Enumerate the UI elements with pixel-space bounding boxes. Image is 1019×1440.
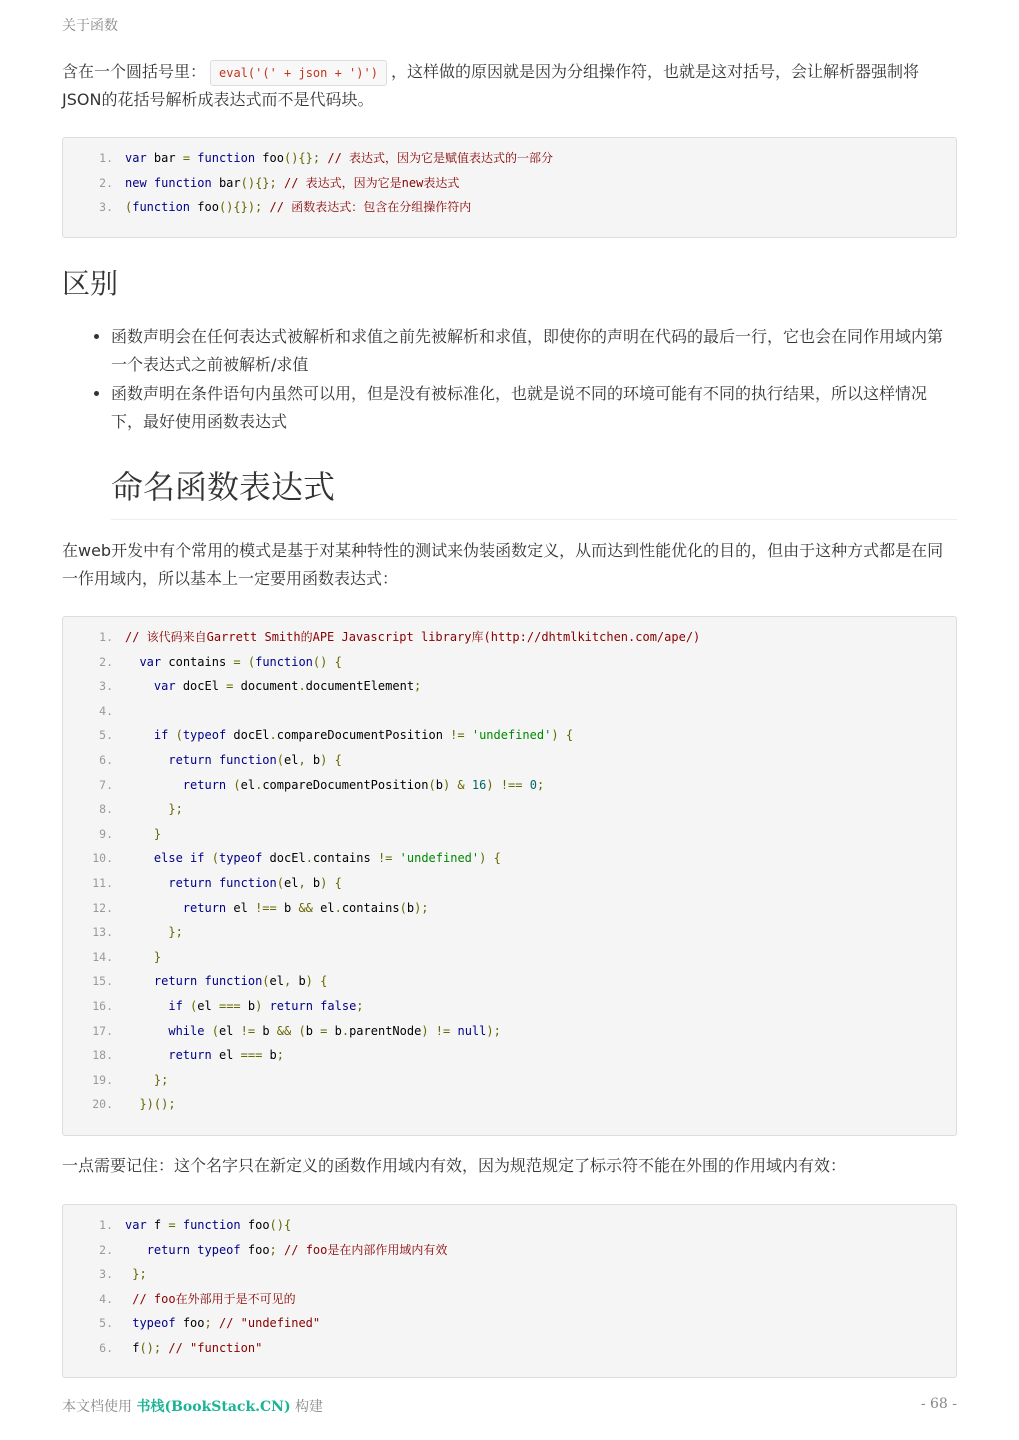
code-token (212, 1316, 219, 1330)
code-token: 16 (471, 777, 487, 792)
code-token: b (305, 1023, 321, 1038)
code-token: docEl (175, 679, 227, 694)
code-token: typeof (218, 851, 263, 866)
code-token: = (182, 151, 191, 165)
code-token: ; (356, 998, 364, 1013)
code-token: return (182, 777, 227, 792)
line-number: 5. (99, 728, 113, 743)
line-number: 4. (99, 1291, 113, 1306)
line-number: 2. (99, 1242, 113, 1257)
code-token: null (457, 1023, 487, 1038)
code-token: contains (161, 654, 234, 669)
code-token (125, 802, 168, 816)
code-token: foo (175, 1316, 205, 1331)
code-token (465, 728, 472, 742)
line-number: 1. (99, 151, 113, 165)
paragraph-scope-note: 一点需要记住：这个名字只在新定义的函数作用域内有效，因为规范规定了标示符不能在外围的作用域内有效： (62, 1156, 847, 1175)
code-token: ( (233, 777, 241, 792)
line-number: 7. (99, 777, 113, 792)
code-line (63, 1311, 956, 1336)
code-token: false (320, 998, 357, 1013)
code-token: compareDocumentPosition (262, 777, 429, 792)
code-token: b (240, 998, 256, 1013)
code-token (523, 778, 530, 792)
code-token: // foo是在内部作用域内有效 (284, 1242, 448, 1257)
code-token (183, 851, 190, 865)
code-token: typeof (132, 1316, 176, 1331)
code-token: while (168, 1023, 205, 1038)
code-line (63, 1019, 956, 1044)
line-number: 3. (99, 679, 113, 694)
code-block-3 (62, 1204, 957, 1378)
code-line (63, 625, 956, 650)
code-token (327, 655, 334, 669)
code-token: { (493, 851, 501, 866)
code-line (63, 146, 956, 171)
code-token: }; (153, 1072, 169, 1087)
code-token: }; (168, 802, 183, 817)
line-number: 13. (92, 925, 113, 940)
code-token (277, 176, 284, 190)
code-token: function (255, 654, 313, 669)
code-line (63, 650, 956, 675)
code-token: if (190, 851, 205, 866)
code-token: function (204, 974, 263, 989)
code-token: = (320, 1023, 328, 1038)
code-token: return (153, 974, 198, 989)
code-line (63, 1238, 956, 1263)
code-line (63, 871, 956, 896)
code-token: bar (146, 151, 183, 165)
code-token: el (197, 998, 219, 1013)
code-token: ( (298, 1023, 306, 1038)
code-token: ( (262, 974, 270, 989)
code-token: ) (320, 752, 328, 767)
code-token: function (132, 200, 191, 215)
code-token: != (435, 1023, 451, 1038)
code-line (63, 1043, 956, 1068)
code-line (63, 1336, 956, 1361)
code-token: // foo在外部用于是不可见的 (132, 1291, 296, 1306)
code-token: function (182, 1218, 241, 1232)
code-token: // 该代码来自Garrett Smith的APE Javascript library库(http://dhtmlkitchen.com/ape/) (125, 630, 701, 644)
code-token: (){ (269, 1218, 292, 1232)
code-token: return (168, 1048, 212, 1063)
code-token: b (435, 777, 443, 792)
code-token (125, 1024, 168, 1038)
code-token: b (406, 900, 415, 915)
code-token: contains (312, 851, 378, 866)
intro-text-after: ，这样做的原因就是因为分组操作符，也就是这对括号，会让解析器强制将JSON的花括号解析成表达式而不是代码块。 (62, 62, 919, 109)
code-line (63, 1213, 956, 1238)
code-token: el (218, 1023, 241, 1038)
code-token: ; (414, 679, 422, 694)
code-token (125, 679, 154, 693)
code-token: return (168, 875, 212, 890)
code-token: ) (442, 777, 451, 792)
code-token: ( (276, 752, 284, 767)
code-token: !== (255, 900, 277, 915)
intro-text-before: 含在一个圆括号里： (62, 62, 207, 81)
code-token (125, 655, 139, 669)
code-token: ); (414, 900, 429, 915)
code-token: ( (276, 875, 284, 890)
code-line (63, 1287, 956, 1312)
code-block-2 (62, 616, 957, 1136)
code-token: el (226, 900, 256, 915)
code-token (125, 901, 183, 915)
line-number: 6. (99, 752, 113, 767)
code-token: b (255, 1023, 277, 1038)
code-token: typeof (197, 1242, 241, 1257)
code-token: !== (500, 777, 523, 792)
code-token: }; (132, 1267, 147, 1282)
line-number: 9. (99, 826, 113, 841)
line-number: 2. (99, 175, 113, 190)
line-number: 12. (92, 900, 113, 915)
code-token: b (276, 900, 299, 915)
code-token: foo (240, 1218, 270, 1232)
code-token: el (211, 1048, 241, 1063)
code-token: b (305, 752, 321, 767)
code-token (125, 753, 168, 767)
code-token: (){}); (218, 200, 263, 215)
line-number: 3. (99, 200, 113, 215)
code-token: parentNode (349, 1023, 422, 1038)
code-line (63, 797, 956, 822)
code-token: } (153, 826, 162, 841)
code-token: el (240, 777, 256, 792)
code-token: contains (341, 900, 400, 915)
code-token: compareDocumentPosition (276, 728, 451, 743)
code-token: ) (486, 777, 494, 792)
page-number: - 68 - (920, 1396, 957, 1412)
code-token: . (255, 777, 263, 792)
code-token: ( (428, 777, 436, 792)
code-token (262, 200, 269, 214)
code-token: ) (320, 875, 328, 890)
code-token: document (233, 679, 299, 694)
code-line (63, 1092, 956, 1117)
code-token: ( (190, 998, 198, 1013)
code-line (63, 846, 956, 871)
code-lines (63, 1205, 956, 1361)
code-token: . (269, 728, 277, 743)
code-token: b (262, 1048, 277, 1063)
code-token: // "function" (168, 1340, 263, 1355)
code-token: bar (211, 175, 241, 190)
code-token: (){}; (240, 175, 277, 190)
code-token: ; (269, 1242, 277, 1257)
code-token: else (153, 851, 183, 866)
code-token: // 函数表达式：包含在分组操作符内 (269, 200, 472, 215)
code-token: // 表达式，因为它是new表达式 (283, 175, 460, 190)
code-token: === (240, 1048, 263, 1063)
code-token: el (283, 752, 299, 767)
footer-credit (62, 1396, 323, 1416)
code-line (63, 773, 956, 798)
code-lines (63, 617, 956, 1117)
code-token: (); (139, 1340, 162, 1355)
code-token (486, 851, 493, 865)
section-heading-named: 命名函数表达式 (111, 468, 336, 506)
code-token: (){}; (283, 151, 321, 165)
code-token (125, 827, 154, 841)
code-token (125, 1243, 147, 1257)
code-token: function (197, 151, 256, 165)
code-token: ( (399, 900, 407, 915)
code-token: { (334, 875, 342, 890)
code-token (205, 851, 212, 865)
code-token: && (276, 1023, 292, 1038)
code-token (125, 925, 168, 939)
code-token (262, 999, 269, 1013)
code-token: 'undefined' (471, 728, 552, 743)
code-token: b (327, 1023, 342, 1038)
code-token: . (334, 900, 342, 915)
code-token (147, 176, 154, 190)
code-token: f (146, 1218, 169, 1232)
code-token: ( (125, 200, 133, 215)
code-token: // 表达式，因为它是赋值表达式的一部分 (327, 151, 554, 165)
page-header-title: 关于函数 (62, 18, 118, 34)
bullet-item: • 函数声明在条件语句内虽然可以用，但是没有被标准化，也就是说不同的环境可能有不同的执行结果，所以这样情况下，最好使用函数表达式 (111, 380, 957, 436)
code-token: ) (551, 728, 559, 743)
code-token: foo (240, 1242, 270, 1257)
code-token: . (341, 1023, 350, 1038)
code-line (63, 195, 956, 220)
code-token (125, 778, 183, 792)
line-number: 3. (99, 1267, 113, 1282)
code-line (63, 920, 956, 945)
code-token: . (305, 851, 313, 866)
code-token: docEl (262, 851, 306, 866)
code-token: & (457, 777, 465, 792)
code-token (176, 1218, 183, 1232)
code-token: ; (204, 1316, 212, 1331)
code-token (392, 851, 399, 865)
line-number: 11. (92, 875, 113, 890)
code-token (204, 1024, 211, 1038)
code-token: return (182, 900, 227, 915)
section-heading-diff: 区别 (62, 267, 119, 300)
code-token: ( (247, 654, 256, 669)
code-token: if (168, 998, 183, 1013)
code-line (63, 969, 956, 994)
code-token: ) (305, 974, 313, 989)
code-token: { (320, 974, 328, 989)
code-lines (63, 138, 956, 220)
code-token: // "undefined" (218, 1316, 321, 1331)
code-token (197, 974, 204, 988)
line-number: 15. (92, 974, 113, 989)
code-token: = (233, 654, 241, 669)
line-number: 4. (99, 703, 113, 718)
code-token: el (312, 900, 335, 915)
code-token: , (298, 875, 306, 890)
code-line (63, 1262, 956, 1287)
code-token (183, 999, 190, 1013)
heading-divider (111, 519, 957, 520)
code-token: . (298, 679, 306, 694)
code-token (429, 1024, 436, 1038)
code-token: b (305, 875, 321, 890)
code-token: != (240, 1023, 256, 1038)
code-line (63, 699, 956, 724)
code-token (212, 753, 219, 767)
code-token: ; (276, 1048, 284, 1063)
code-token (125, 974, 154, 988)
code-token: != (377, 851, 393, 866)
code-token: typeof (182, 728, 227, 743)
code-token (241, 655, 248, 669)
code-token: ) (255, 998, 263, 1013)
code-token (212, 876, 219, 890)
code-token: documentElement (305, 679, 415, 694)
line-number: 19. (92, 1072, 113, 1087)
line-number: 17. (92, 1023, 113, 1038)
code-token: var (153, 679, 176, 694)
code-token: new (125, 175, 147, 190)
code-token: = (226, 679, 234, 694)
code-token: docEl (226, 728, 270, 743)
code-token: return (146, 1242, 191, 1257)
code-line (63, 896, 956, 921)
line-number: 8. (99, 802, 113, 817)
code-token (125, 876, 168, 890)
code-block-1 (62, 137, 957, 238)
line-number: 16. (92, 998, 113, 1013)
code-token: }; (168, 925, 183, 940)
code-token (125, 999, 168, 1013)
code-token: foo (190, 200, 219, 215)
code-token: = (168, 1218, 176, 1232)
code-token: ( (175, 728, 183, 743)
code-line (63, 1068, 956, 1093)
code-token: el (283, 875, 299, 890)
line-number: 10. (92, 851, 113, 866)
diff-bullet-list (62, 323, 957, 437)
code-token (125, 950, 154, 964)
line-number: 2. (99, 654, 113, 669)
code-token: ( (211, 851, 219, 866)
code-token: f (125, 1340, 140, 1355)
code-token (125, 728, 154, 742)
code-token: el (269, 974, 284, 989)
code-token: function (153, 175, 212, 190)
code-token: if (153, 728, 169, 743)
bullet-item: • 函数声明会在任何表达式被解析和求值之前先被解析和求值，即使你的声明在代码的最后一行，它也会在同作用域内第一个表达式之前被解析/求值 (111, 323, 957, 379)
code-line (63, 822, 956, 847)
code-token: 0 (529, 777, 537, 792)
line-number: 20. (92, 1097, 113, 1112)
line-number: 1. (99, 1218, 113, 1232)
code-token: })(); (139, 1097, 176, 1112)
code-token: { (334, 752, 342, 767)
code-token (465, 778, 472, 792)
code-token: ; (536, 777, 545, 792)
code-token: === (218, 998, 241, 1013)
line-number: 18. (92, 1048, 113, 1063)
code-token (125, 1048, 168, 1062)
code-line (63, 994, 956, 1019)
code-token: ); (486, 1023, 501, 1038)
footer-brand-link[interactable]: 书栈(BookStack.CN) (136, 1399, 291, 1415)
code-token: () (312, 654, 328, 669)
code-line (63, 723, 956, 748)
code-token: != (450, 728, 465, 743)
code-token (125, 1097, 139, 1111)
code-token: b (291, 974, 306, 989)
code-line (63, 171, 956, 196)
line-number: 6. (99, 1340, 113, 1355)
code-token (327, 753, 334, 767)
code-line (63, 748, 956, 773)
paragraph-web-pattern: 在web开发中有个常用的模式是基于对某种特性的测试来伪装函数定义，从而达到性能优化的目的，但由于这种方式都是在同一作用域内，所以基本上一定要用函数表达式： (62, 541, 944, 588)
code-token (277, 1243, 284, 1257)
code-token: 'undefined' (399, 851, 480, 866)
code-token: var (125, 151, 147, 165)
inline-code-eval: eval('(' + json + ')') (210, 60, 387, 86)
code-token: ) (421, 1023, 429, 1038)
code-token (125, 851, 154, 865)
code-token (168, 728, 175, 742)
line-number: 1. (99, 630, 113, 644)
code-token: , (298, 752, 306, 767)
code-token: , (283, 974, 292, 989)
line-number: 5. (99, 1316, 113, 1331)
code-token: ( (211, 1023, 219, 1038)
code-token: { (334, 654, 342, 669)
code-token: ) (479, 851, 487, 866)
footer-suffix: 构建 (290, 1399, 324, 1415)
code-token: var (139, 654, 162, 669)
code-line (63, 945, 956, 970)
footer-prefix: 本文档使用 (62, 1399, 137, 1415)
line-number: 14. (92, 949, 113, 964)
code-token (327, 876, 334, 890)
code-token: var (125, 1218, 147, 1232)
code-token: return (269, 998, 313, 1013)
code-line (63, 674, 956, 699)
code-token (494, 778, 501, 792)
code-token (559, 728, 566, 742)
code-token: && (298, 900, 313, 915)
code-token: function (218, 875, 277, 890)
intro-paragraph (62, 58, 957, 114)
code-token: foo (255, 151, 284, 165)
code-token: return (168, 752, 212, 767)
code-token: { (565, 728, 574, 743)
code-token: function (218, 752, 277, 767)
code-token: } (153, 949, 162, 964)
code-token (125, 1073, 154, 1087)
